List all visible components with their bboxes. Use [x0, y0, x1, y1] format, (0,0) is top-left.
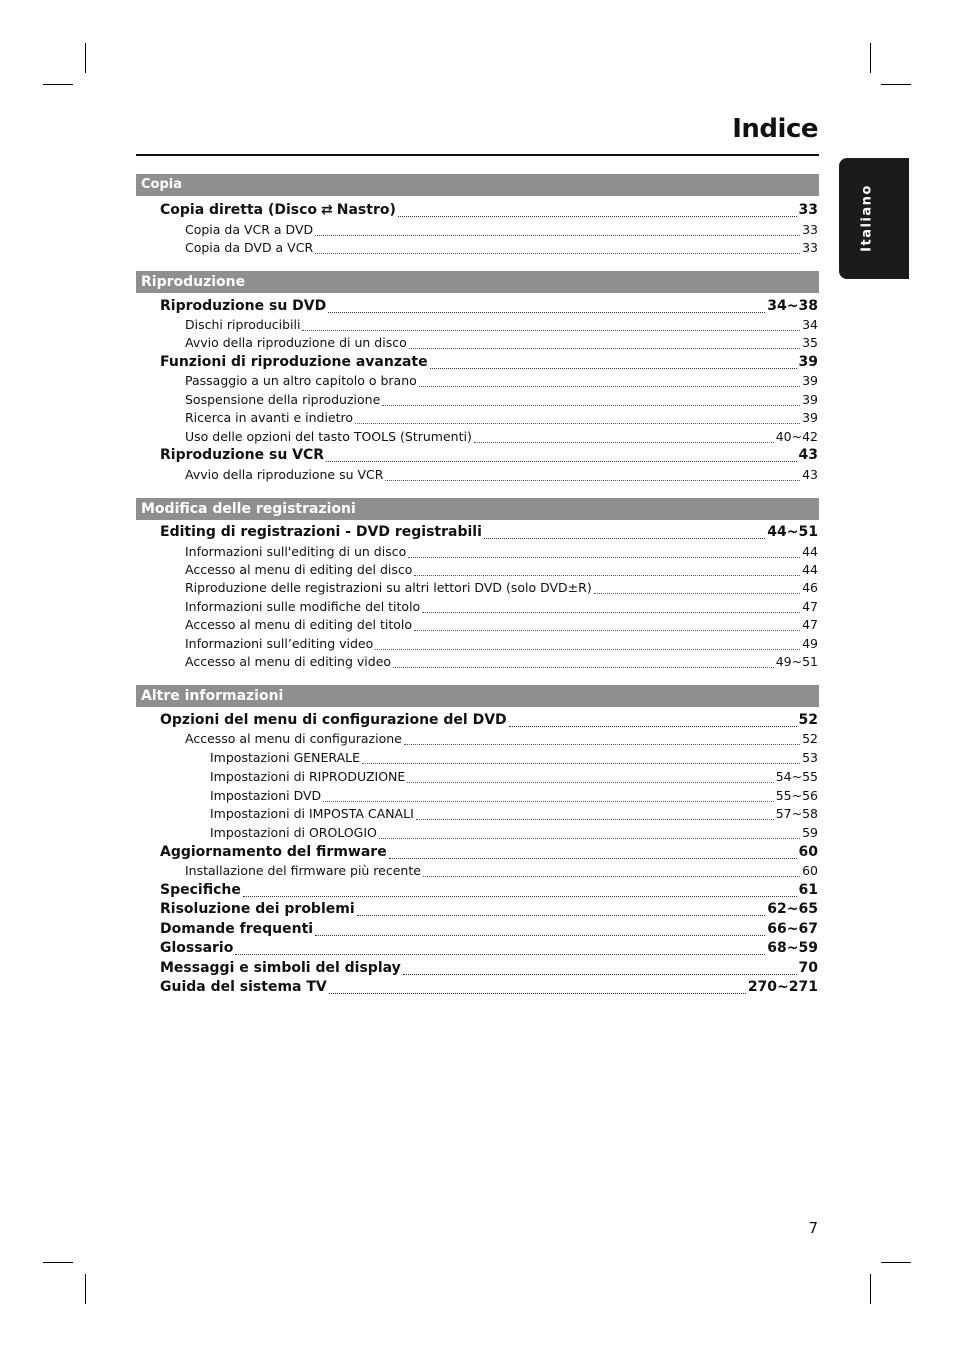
toc-page: 33: [798, 202, 818, 218]
leader-dots: [484, 537, 765, 539]
leader-dots: [375, 648, 800, 650]
toc-label: Domande frequenti: [160, 921, 314, 937]
toc-page: 61: [798, 882, 818, 898]
toc-page: 66~67: [767, 921, 818, 937]
toc-page: 60: [802, 863, 818, 878]
leader-dots: [315, 252, 800, 254]
toc-label: Impostazioni di RIPRODUZIONE: [210, 769, 406, 784]
toc-page: 49: [802, 636, 818, 651]
toc-entry[interactable]: [160, 354, 818, 373]
toc-entry[interactable]: [185, 410, 818, 428]
section-header-riproduzione: Riproduzione: [136, 271, 819, 293]
toc-label: Dischi riproducibili: [185, 317, 301, 332]
leader-dots: [315, 234, 800, 236]
toc-page: 46: [802, 580, 818, 595]
leader-dots: [302, 329, 800, 331]
toc-label: Impostazioni DVD: [210, 788, 322, 803]
toc-entry[interactable]: [185, 544, 818, 562]
toc-page: 39: [798, 354, 818, 370]
leader-dots: [423, 875, 800, 877]
toc-page: 55~56: [775, 788, 818, 803]
toc-entry[interactable]: [185, 599, 818, 617]
toc-entry[interactable]: [185, 580, 818, 598]
toc-label: Funzioni di riproduzione avanzate: [160, 354, 428, 370]
leader-dots: [408, 556, 800, 558]
toc-entry[interactable]: [160, 524, 818, 543]
toc-page: 43: [802, 467, 818, 482]
crop-mark: [43, 84, 73, 85]
toc-page: 47: [802, 599, 818, 614]
toc-label: Installazione del firmware più recente: [185, 863, 421, 878]
toc-label: Accesso al menu di editing video: [185, 654, 392, 669]
toc-page: 70: [798, 960, 818, 976]
page-title: Indice: [732, 114, 818, 144]
toc-entry[interactable]: [185, 636, 818, 654]
toc-entry[interactable]: [160, 712, 818, 731]
title-divider: [136, 154, 819, 156]
leader-dots: [235, 953, 765, 955]
leader-dots: [389, 857, 797, 859]
toc-page: 40~42: [775, 429, 818, 444]
toc-label: Glossario: [160, 940, 234, 956]
toc-label: Copia da DVD a VCR: [185, 240, 314, 255]
toc-label: Riproduzione su DVD: [160, 298, 327, 314]
toc-label: Opzioni del menu di configurazione del DVD: [160, 712, 507, 728]
toc-page: 47: [802, 617, 818, 632]
leader-dots: [419, 385, 800, 387]
leader-dots: [414, 629, 800, 631]
toc-page: 44: [802, 544, 818, 559]
toc-page: 39: [802, 392, 818, 407]
toc-entry[interactable]: [160, 447, 818, 466]
leader-dots: [474, 441, 774, 443]
leader-dots: [416, 818, 774, 820]
leader-dots: [430, 367, 797, 369]
toc-entry[interactable]: [160, 298, 818, 317]
toc-page: 39: [802, 373, 818, 388]
toc-page: 60: [798, 844, 818, 860]
toc-label: Accesso al menu di editing del titolo: [185, 617, 413, 632]
toc-label: Nastro): [336, 202, 396, 218]
toc-page: 33: [802, 240, 818, 255]
toc-label: Riproduzione delle registrazioni su altri lettori DVD (solo DVD±R): [185, 580, 592, 595]
toc-entry[interactable]: [160, 882, 818, 901]
toc-page: 57~58: [775, 806, 818, 821]
leader-dots: [315, 934, 765, 936]
leader-dots: [323, 800, 774, 802]
toc-entry[interactable]: [210, 788, 818, 806]
leader-dots: [403, 973, 797, 975]
toc-label: Riproduzione su VCR: [160, 447, 325, 463]
leader-dots: [328, 311, 765, 313]
toc-label: Uso delle opzioni del tasto TOOLS (Strumenti): [185, 429, 472, 444]
toc-label: Avvio della riproduzione su VCR: [185, 467, 384, 482]
leader-dots: [382, 404, 800, 406]
toc-entry[interactable]: [185, 317, 818, 335]
toc-entry[interactable]: [185, 240, 818, 258]
toc-label: Accesso al menu di editing del disco: [185, 562, 413, 577]
leader-dots: [409, 347, 800, 349]
toc-entry[interactable]: [185, 335, 818, 353]
toc-label: Ricerca in avanti e indietro: [185, 410, 354, 425]
section-header-copia: Copia: [136, 174, 819, 196]
toc-page: 62~65: [767, 901, 818, 917]
toc-entry[interactable]: [160, 901, 818, 920]
toc-entry[interactable]: [185, 654, 818, 672]
toc-label: Informazioni sulle modifiche del titolo: [185, 599, 421, 614]
toc-label: Impostazioni di OROLOGIO: [210, 825, 377, 840]
toc-page: 53: [802, 750, 818, 765]
leader-dots: [385, 479, 800, 481]
toc-page: 54~55: [775, 769, 818, 784]
toc-page: 43: [798, 447, 818, 463]
leader-dots: [407, 781, 773, 783]
toc-entry[interactable]: [160, 940, 818, 959]
toc-page: 68~59: [767, 940, 818, 956]
toc-page: 59: [802, 825, 818, 840]
leader-dots: [509, 725, 797, 727]
toc-label: Accesso al menu di configurazione: [185, 731, 402, 746]
toc-entry[interactable]: [210, 825, 818, 843]
toc-page: 34~38: [767, 298, 818, 314]
toc-page: 35: [802, 335, 818, 350]
crop-mark: [881, 84, 911, 85]
toc-entry[interactable]: [185, 617, 818, 635]
toc-page: 39: [802, 410, 818, 425]
toc-entry[interactable]: [185, 429, 818, 447]
toc-page: 49~51: [775, 654, 818, 669]
crop-mark: [85, 1274, 86, 1304]
crop-mark: [881, 1262, 911, 1263]
toc-label: Informazioni sull’editing video: [185, 636, 374, 651]
toc-page: 33: [802, 222, 818, 237]
crop-mark: [85, 43, 86, 73]
toc-entry[interactable]: [185, 392, 818, 410]
toc-entry[interactable]: [185, 731, 818, 749]
toc-label: Sospensione della riproduzione: [185, 392, 381, 407]
toc-entry[interactable]: [160, 979, 818, 998]
section-header-modifica: Modifica delle registrazioni: [136, 498, 819, 520]
leader-dots: [326, 460, 796, 462]
toc-label: Editing di registrazioni - DVD registrabili: [160, 524, 482, 540]
crop-mark: [43, 1262, 73, 1263]
leader-dots: [398, 215, 797, 217]
toc-label: Specifiche: [160, 882, 241, 898]
swap-arrows-icon: ⇄: [321, 202, 333, 218]
toc-entry[interactable]: [210, 750, 818, 768]
toc-entry[interactable]: [160, 844, 818, 863]
leader-dots: [422, 611, 800, 613]
crop-mark: [870, 43, 871, 73]
toc-label: Messaggi e simboli del display: [160, 960, 401, 976]
toc-entry[interactable]: [210, 806, 818, 824]
toc-entry[interactable]: [160, 960, 818, 979]
toc-entry[interactable]: [210, 769, 818, 787]
section-header-altre: Altre informazioni: [136, 685, 819, 707]
leader-dots: [404, 743, 800, 745]
leader-dots: [357, 914, 766, 916]
leader-dots: [243, 895, 797, 897]
toc-page: 52: [798, 712, 818, 728]
toc-label: Impostazioni di IMPOSTA CANALI: [210, 806, 414, 821]
leader-dots: [379, 837, 800, 839]
toc-label: Avvio della riproduzione di un disco: [185, 335, 407, 350]
leader-dots: [355, 422, 800, 424]
toc-page: 52: [802, 731, 818, 746]
language-tab-label: Italiano: [859, 184, 875, 252]
leader-dots: [393, 666, 774, 668]
crop-mark: [870, 1274, 871, 1304]
leader-dots: [594, 592, 800, 594]
toc-page: 44: [802, 562, 818, 577]
toc-label: Guida del sistema TV: [160, 979, 327, 995]
toc-entry[interactable]: [160, 921, 818, 940]
toc-entry[interactable]: [185, 562, 818, 580]
toc-entry[interactable]: [160, 202, 818, 221]
toc-label: Copia da VCR a DVD: [185, 222, 314, 237]
toc-entry[interactable]: [185, 222, 818, 240]
toc-page: 34: [802, 317, 818, 332]
toc-label: Aggiornamento del firmware: [160, 844, 387, 860]
toc-entry[interactable]: [185, 373, 818, 391]
toc-label: Impostazioni GENERALE: [210, 750, 360, 765]
toc-label: Risoluzione dei problemi: [160, 901, 355, 917]
toc-page: 44~51: [767, 524, 818, 540]
toc-page: 270~271: [747, 979, 818, 995]
page-number: 7: [808, 1219, 818, 1237]
toc-entry[interactable]: [185, 863, 818, 881]
toc-entry[interactable]: [185, 467, 818, 485]
leader-dots: [329, 992, 746, 994]
toc-label: Informazioni sull'editing di un disco: [185, 544, 407, 559]
leader-dots: [362, 762, 800, 764]
leader-dots: [414, 574, 800, 576]
toc-label: Passaggio a un altro capitolo o brano: [185, 373, 417, 388]
language-tab: [839, 158, 909, 279]
toc-label: Copia diretta (Disco: [160, 202, 318, 218]
